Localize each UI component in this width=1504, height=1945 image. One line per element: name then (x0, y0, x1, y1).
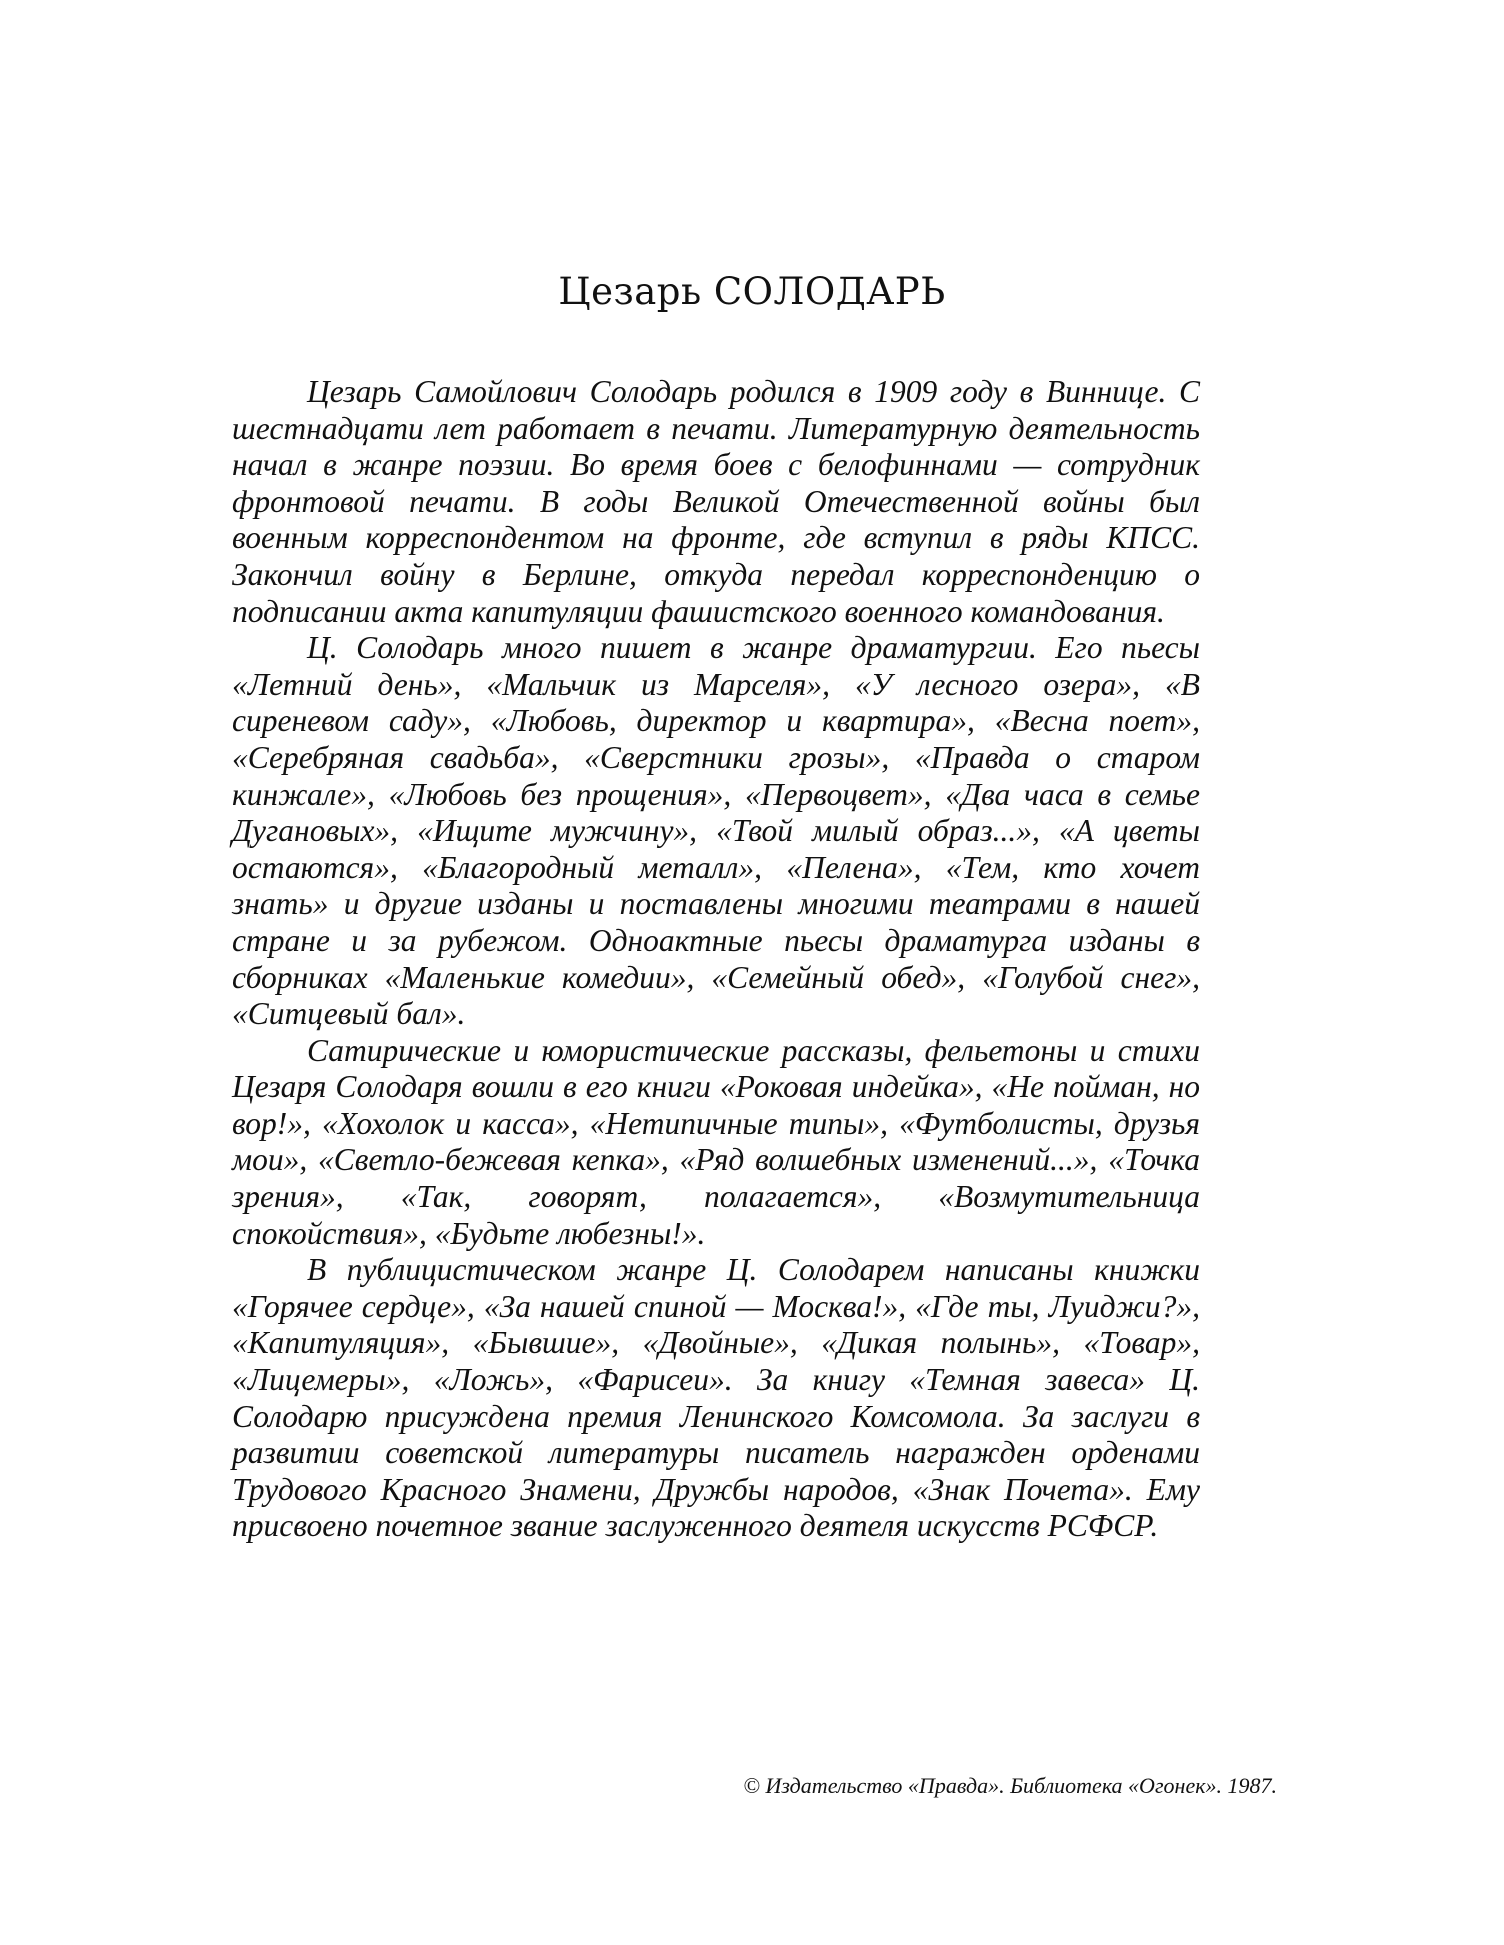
page-title: Цезарь СОЛОДАРЬ (558, 270, 946, 313)
bio-paragraph: В публицистическом жанре Ц. Солодарем написаны книжки «Горячее сердце», «За нашей спиной — Москва!», «Где ты, Луиджи?», «Капитуляция», «Бывшие», «Двойные», «Дикая полынь», «Товар», «Лицемеры», «Ложь», «Фарисеи». За книгу «Темная завеса» Ц. Солодарю присуждена премия Ленинского Комсомола. За заслуги в развитии советской литературы писатель награжден орденами Трудового Красного Знамени, Дружбы народов, «Знак Почета». Ему присвоено почетное звание заслуженного деятеля искусств РСФСР. (232, 1252, 1200, 1544)
bio-paragraph: Ц. Солодарь много пишет в жанре драматургии. Его пьесы «Летний день», «Мальчик из Марселя», «У лесного озера», «В сиреневом саду», «Любовь, директор и квартира», «Весна поет», «Серебряная свадьба», «Сверстники грозы», «Правда о старом кинжале», «Любовь без прощения», «Первоцвет», «Два часа в семье Дугановых», «Ищите мужчину», «Твой милый образ...», «А цветы остаются», «Благородный металл», «Пелена», «Тем, кто хочет знать» и другие изданы и поставлены многими театрами в нашей стране и за рубежом. Одноактные пьесы драматурга изданы в сборниках «Маленькие комедии», «Семейный обед», «Голубой снег», «Ситцевый бал». (232, 630, 1200, 1032)
bio-paragraph: Цезарь Самойлович Солодарь родился в 1909 году в Виннице. С шестнадцати лет работает в печати. Литературную деятельность начал в жанре поэзии. Во время боев с белофиннами — сотрудник фронтовой печати. В годы Великой Отечественной войны был военным корреспондентом на фронте, где вступил в ряды КПСС. Закончил войну в Берлине, откуда передал корреспонденцию о подписании акта капитуляции фашистского военного командования. (232, 374, 1200, 629)
bio-paragraph: Сатирические и юмористические рассказы, фельетоны и стихи Цезаря Солодаря вошли в его книги «Роковая индейка», «Не пойман, но вор!», «Хохолок и касса», «Нетипичные типы», «Футболисты, друзья мои», «Светло-бежевая кепка», «Ряд волшебных изменений...», «Точка зрения», «Так, говорят, полагается», «Возмутительница спокойствия», «Будьте любезны!». (232, 1032, 1200, 1251)
author-biography (232, 374, 1200, 1545)
copyright-notice: © Издательство «Правда». Библиотека «Огонек». 1987. (743, 1773, 1277, 1798)
